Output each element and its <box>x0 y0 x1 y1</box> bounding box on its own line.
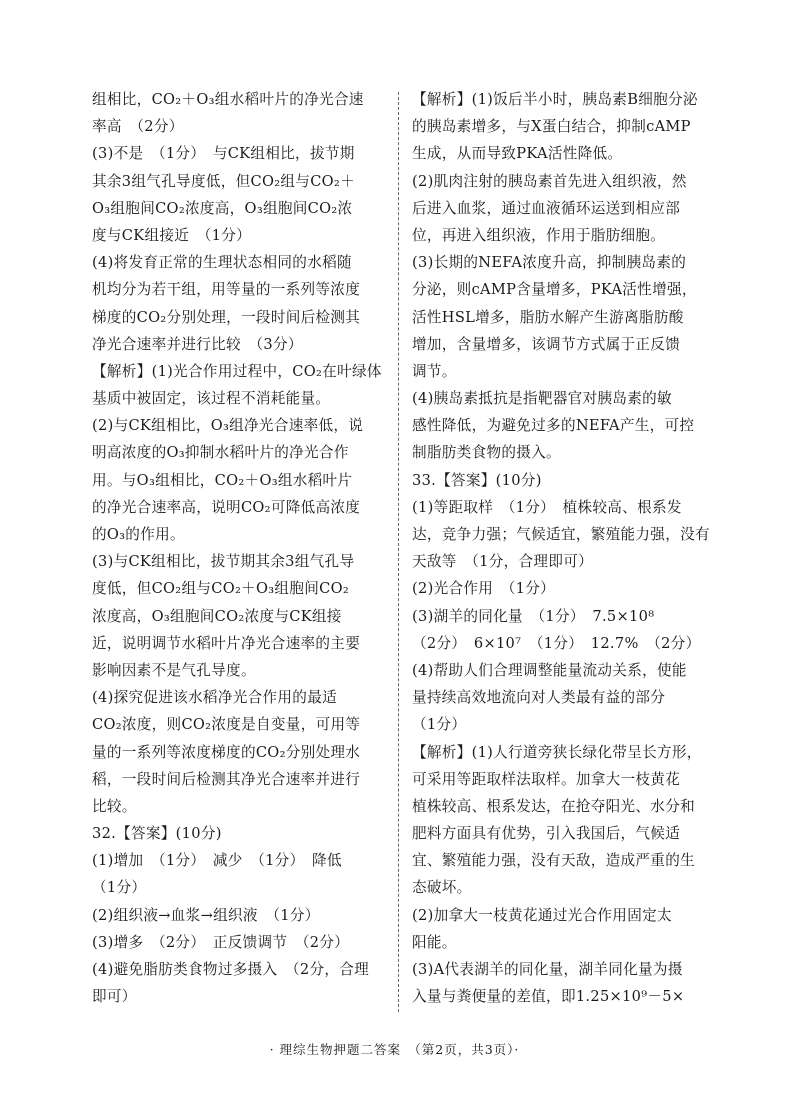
right-column <box>412 86 720 1010</box>
text-line: (4)帮助人们合理调整能量流动关系，使能 <box>412 661 687 679</box>
text-line: 的O₃的作用。 <box>92 526 185 543</box>
text-line: 基质中被固定，该过程不消耗能量。 <box>92 390 331 408</box>
text-line: (1)增加 （1分） 减少 （1分） 降低 <box>92 852 342 870</box>
text-line: 【解析】(1)光合作用过程中，CO₂在叶绿体 <box>92 362 382 380</box>
text-line: 位，再进入组织液，作用于脂肪细胞。 <box>412 226 666 244</box>
text-line: (3)长期的NEFA浓度升高，抑制胰岛素的 <box>412 254 687 272</box>
text-line: 量持续高效地流向对人类最有益的部分 <box>412 689 666 707</box>
column-divider <box>398 92 399 1012</box>
text-line: 【解析】(1)饭后半小时，胰岛素B细胞分泌 <box>412 91 698 108</box>
text-line: 感性降低，为避免过多的NEFA产生，可控 <box>412 417 695 435</box>
text-line: 度低，但CO₂组与CO₂＋O₃组胞间CO₂ <box>92 580 349 598</box>
text-line: (4)胰岛素抵抗是指靶器官对胰岛素的敏 <box>412 390 672 408</box>
text-line: 量的一系列等浓度梯度的CO₂分别处理水 <box>92 743 361 761</box>
text-line: （2分） 6×10⁷ （1分） 12.7% （2分） <box>412 634 701 652</box>
text-line: 可采用等距取样法取样。加拿大一枝黄花 <box>412 770 681 788</box>
text-line: 天敌等 （1分，合理即可） <box>412 553 594 571</box>
text-line: 宜、繁殖能力强，没有天敌，造成严重的生 <box>412 852 695 870</box>
text-line: (1)等距取样 （1分） 植株较高、根系发 <box>412 498 682 516</box>
text-line: （1分） <box>412 716 467 734</box>
text-line: 用。与O₃组相比，CO₂＋O₃组水稻叶片 <box>92 471 353 489</box>
text-line: (2)加拿大一枝黄花通过光合作用固定太 <box>412 906 672 924</box>
text-line: 梯度的CO₂分别处理，一段时间后检测其 <box>92 308 361 326</box>
text-line: CO₂浓度，则CO₂浓度是自变量，可用等 <box>92 716 361 734</box>
text-line: 影响因素不是气孔导度。 <box>92 661 256 679</box>
text-line: 【解析】(1)人行道旁狭长绿化带呈长方形， <box>412 743 702 761</box>
text-line: 组相比，CO₂＋O₃组水稻叶片的净光合速 <box>92 91 364 108</box>
text-line: (4)避免脂肪类食物过多摄入 （2分，合理 <box>92 961 370 978</box>
text-line: 制脂肪类食物的摄入。 <box>412 444 561 462</box>
text-line: 分泌，则cAMP含量增多，PKA活性增强， <box>412 281 697 299</box>
text-line: (2)与CK组相比，O₃组净光合速率低，说 <box>92 417 364 435</box>
page-footer: · 理综生物押题二答案 （第2页，共3页）· <box>269 1042 520 1057</box>
text-line: (2)组织液→血浆→组织液 （1分） <box>92 906 320 924</box>
text-line: 稻，一段时间后检测其净光合速率并进行 <box>92 770 361 788</box>
text-line: (3)湖羊的同化量 （1分） 7.5×10⁸ <box>412 607 655 625</box>
text-line: (3)不是 （1分） 与CK组相比，拔节期 <box>92 145 355 163</box>
text-line: 浓度高，O₃组胞间CO₂浓度与CK组接 <box>92 607 342 625</box>
text-line: 入量与粪便量的差值，即1.25×10⁹－5× <box>412 988 685 1006</box>
text-line: （1分） <box>92 879 147 897</box>
text-line: 率高 （2分） <box>92 118 184 136</box>
text-line: 比较。 <box>92 797 137 815</box>
text-line: (3)A代表湖羊的同化量，湖羊同化量为摄 <box>412 961 683 978</box>
text-line: 活性HSL增多，脂肪水解产生游离脂肪酸 <box>412 308 684 326</box>
text-line: (4)将发育正常的生理状态相同的水稻随 <box>92 254 352 272</box>
text-line: 增加，含量增多，该调节方式属于正反馈 <box>412 335 681 353</box>
text-line: 的净光合速率高，说明CO₂可降低高浓度 <box>92 498 361 516</box>
text-line: 净光合速率并进行比较 （3分） <box>92 335 303 353</box>
text-line: (4)探究促进该水稻净光合作用的最适 <box>92 689 337 707</box>
text-line: 度与CK组接近 （1分） <box>92 226 251 244</box>
text-line: (2)光合作用 （1分） <box>412 580 556 598</box>
text-line: 阳能。 <box>412 933 457 951</box>
text-line: 生成，从而导致PKA活性降低。 <box>412 145 623 163</box>
text-line: (2)肌肉注射的胰岛素首先进入组织液，然 <box>412 172 687 190</box>
text-line: 植株较高、根系发达，在抢夺阳光、水分和 <box>412 797 695 815</box>
text-line: 态破坏。 <box>412 879 472 897</box>
text-line: 33.【答案】(10分) <box>412 471 542 489</box>
text-line: 肥料方面具有优势，引入我国后，气候适 <box>412 825 681 843</box>
text-line: 机均分为若干组，用等量的一系列等浓度 <box>92 281 361 299</box>
text-line: 其余3组气孔导度低，但CO₂组与CO₂＋ <box>92 172 355 190</box>
text-line: 调节。 <box>412 362 457 380</box>
text-line: 达，竞争力强；气候适宜，繁殖能力强，没有 <box>412 526 710 543</box>
text-line: (3)与CK组相比，拔节期其余3组气孔导 <box>92 553 355 571</box>
text-line: O₃组胞间CO₂浓度高，O₃组胞间CO₂浓 <box>92 199 353 217</box>
text-line: 的胰岛素增多，与X蛋白结合，抑制cAMP <box>412 118 691 136</box>
text-line: 32.【答案】(10分) <box>92 825 222 843</box>
text-line: (3)增多 （2分） 正反馈调节 （2分） <box>92 933 350 951</box>
text-line: 近，说明调节水稻叶片净光合速率的主要 <box>92 634 361 652</box>
text-line: 后进入血浆，通过血液循环运送到相应部 <box>412 199 681 217</box>
text-line: 明高浓度的O₃抑制水稻叶片的净光合作 <box>92 444 349 462</box>
left-column <box>92 86 392 1010</box>
text-line: 即可） <box>92 988 137 1006</box>
